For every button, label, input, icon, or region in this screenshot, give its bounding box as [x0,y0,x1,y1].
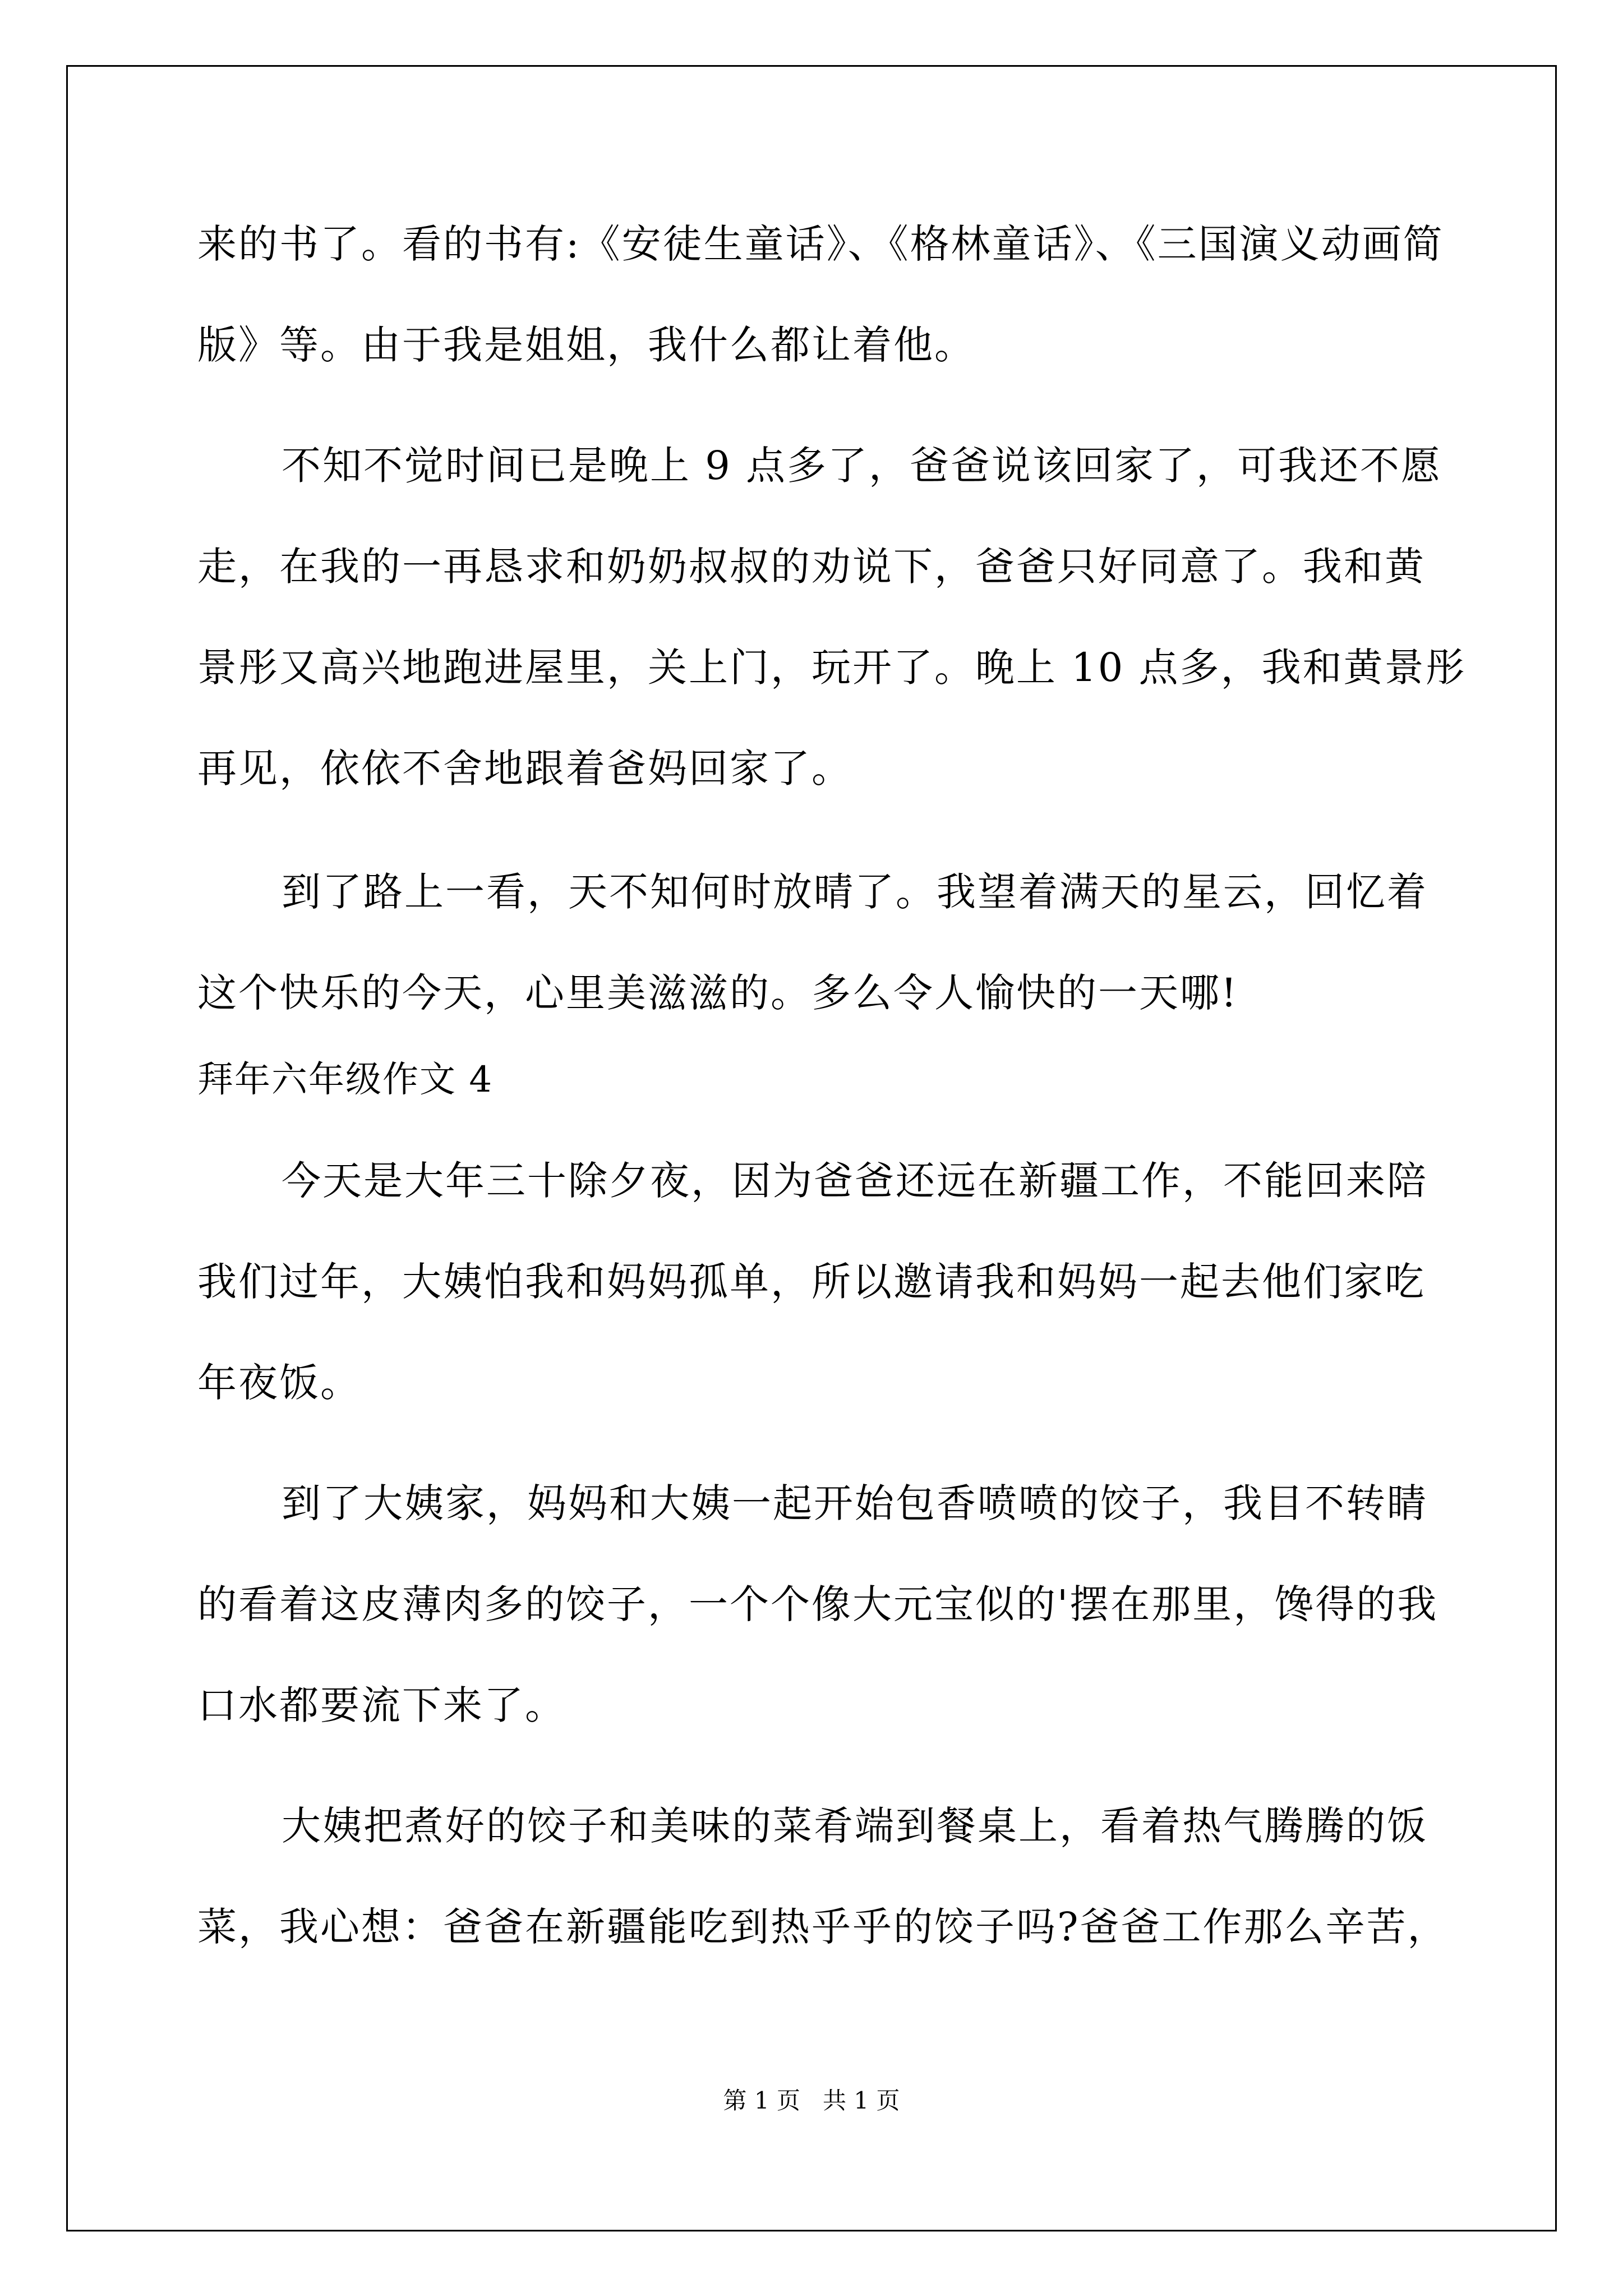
page-footer: 第 1 页 共 1 页 [723,2087,900,2114]
text-line: 版》等。由于我是姐姐，我什么都让着他。 [197,322,975,368]
paragraph-start-line: 到了路上一看，天不知何时放晴了。我望着满天的星云，回忆着 [282,869,1428,915]
text-line: 来的书了。看的书有:《安徒生童话》、《格林童话》、《三国演义动画简 [197,221,1444,267]
text-line: 这个快乐的今天，心里美滋滋的。多么令人愉快的一天哪! [197,970,1239,1016]
text-line: 的看着这皮薄肉多的饺子，一个个像大元宝似的'摆在那里，馋得的我 [197,1581,1438,1627]
text-line: 我们过年，大姨怕我和妈妈孤单，所以邀请我和妈妈一起去他们家吃 [197,1259,1426,1305]
text-line: 口水都要流下来了。 [197,1682,566,1728]
text-line: 景彤又高兴地跑进屋里，关上门，玩开了。晚上 10 点多，我和黄景彤 [197,645,1467,691]
text-line: 菜，我心想：爸爸在新疆能吃到热乎乎的饺子吗?爸爸工作那么辛苦， [197,1904,1449,1950]
paragraph-start-line: 大姨把煮好的饺子和美味的菜肴端到餐桌上，看着热气腾腾的饭 [282,1803,1428,1849]
text-line: 年夜饭。 [197,1360,361,1406]
paragraph-start-line: 不知不觉时间已是晚上 9 点多了，爸爸说该回家了，可我还不愿 [282,443,1442,489]
paragraph-start-line: 到了大姨家，妈妈和大姨一起开始包香喷喷的饺子，我目不转睛 [282,1480,1428,1526]
text-line: 再见，依依不舍地跟着爸妈回家了。 [197,746,852,792]
paragraph-start-line: 今天是大年三十除夕夜，因为爸爸还远在新疆工作，不能回来陪 [282,1158,1428,1204]
text-line: 走，在我的一再恳求和奶奶叔叔的劝说下，爸爸只好同意了。我和黄 [197,544,1426,590]
section-heading: 拜年六年级作文 4 [197,1059,494,1101]
